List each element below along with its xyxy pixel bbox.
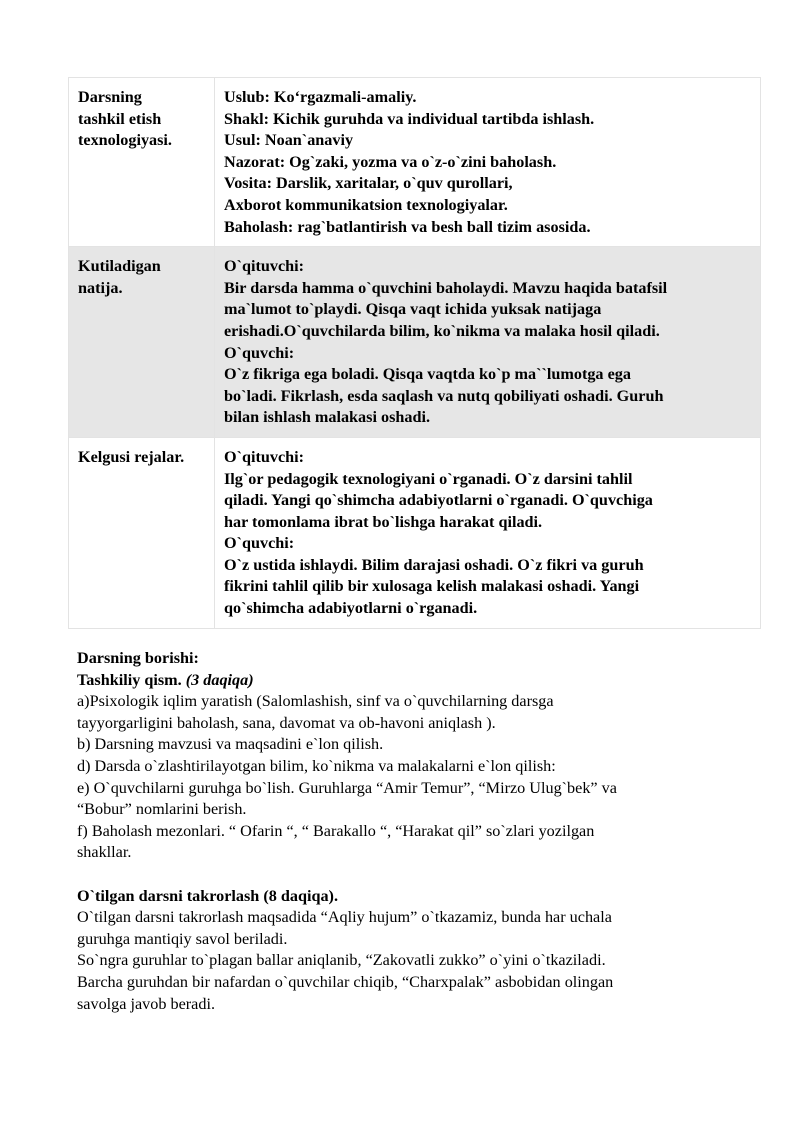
- part2-title: O`tilgan darsni takrorlash (8 daqiqa).: [77, 886, 338, 905]
- label-line: Kelgusi rejalar.: [78, 447, 185, 466]
- paragraph-line: “Bobur” nomlarini berish.: [77, 800, 247, 819]
- paragraph-line: shakllar.: [77, 843, 132, 862]
- paragraph-line: d) Darsda o`zlashtirilayotgan bilim, ko`nikma va malakalarni e`lon qilish:: [77, 756, 556, 775]
- content-line: bo`ladi. Fikrlash, esda saqlash va nutq qobiliyati oshadi. Guruh: [224, 386, 664, 405]
- part1-title: Tashkiliy qism.: [77, 670, 182, 689]
- content-line: qiladi. Yangi qo`shimcha adabiyotlarni o`rganadi. O`quvchiga: [224, 491, 653, 510]
- content-line: har tomonlama ibrat bo`lishga harakat qiladi.: [224, 512, 543, 531]
- row-content: [215, 78, 761, 247]
- label-line: natija.: [78, 278, 123, 297]
- label-line: texnologiyasi.: [78, 131, 172, 150]
- content-line: O`quvchi:: [224, 534, 295, 553]
- label-line: tashkil etish: [78, 109, 162, 128]
- lesson-plan-table: [68, 77, 761, 629]
- paragraph-line: savolga javob beradi.: [77, 994, 215, 1013]
- paragraph-spacer: [77, 864, 737, 886]
- label-line: Kutiladigan: [78, 257, 161, 276]
- content-line: fikrini tahlil qilib bir xulosaga kelish malakasi oshadi. Yangi: [224, 577, 640, 596]
- paragraph-line: a)Psixologik iqlim yaratish (Salomlashish, sinf va o`quvchilarning darsga: [77, 692, 554, 711]
- paragraph-line: O`tilgan darsni takrorlash maqsadida “Aqliy hujum” o`tkazamiz, bunda har uchala: [77, 908, 612, 927]
- section-heading: Darsning borishi:: [77, 649, 199, 667]
- content-line: O`quvchi:: [224, 343, 295, 362]
- row-label: [69, 78, 215, 247]
- content-line: Bir darsda hamma o`quvchini baholaydi. Mavzu haqida batafsil: [224, 278, 668, 297]
- paragraph-line: guruhga mantiqiy savol beriladi.: [77, 929, 288, 948]
- content-line: Shakl: Kichik guruhda va individual tartibda ishlash.: [224, 109, 595, 128]
- lesson-procedure: [77, 648, 737, 1015]
- paragraph-line: tayyorgarligini baholash, sana, davomat va ob-havoni aniqlash ).: [77, 713, 496, 732]
- content-line: O`qituvchi:: [224, 447, 305, 466]
- content-line: O`qituvchi:: [224, 257, 305, 276]
- content-line: Axborot kommunikatsion texnologiyalar.: [224, 195, 508, 214]
- row-content: [215, 247, 761, 438]
- row-label: [69, 437, 215, 628]
- content-line: ma`lumot to`playdi. Qisqa vaqt ichida yuksak natijaga: [224, 300, 602, 319]
- content-line: Uslub: Ko‘rgazmali-amaliy.: [224, 88, 417, 106]
- part1-time: (3 daqiqa): [185, 670, 254, 689]
- paragraph-line: e) O`quvchilarni guruhga bo`lish. Guruhlarga “Amir Temur”, “Mirzo Ulug`bek” va: [77, 778, 617, 797]
- content-line: Usul: Noan`anaviy: [224, 131, 354, 150]
- row-label: [69, 247, 215, 438]
- content-line: erishadi.O`quvchilarda bilim, ko`nikma va malaka hosil qiladi.: [224, 321, 660, 340]
- content-line: Ilg`or pedagogik texnologiyani o`rganadi. O`z darsini tahlil: [224, 469, 633, 488]
- paragraph-line: b) Darsning mavzusi va maqsadini e`lon qilish.: [77, 735, 384, 754]
- content-line: qo`shimcha adabiyotlarni o`rganadi.: [224, 599, 478, 618]
- paragraph-line: f) Baholash mezonlari. “ Ofarin “, “ Barakallo “, “Harakat qil” so`zlari yozilgan: [77, 821, 595, 840]
- table-row-organization: [69, 78, 761, 247]
- content-line: bilan ishlash malakasi oshadi.: [224, 408, 431, 427]
- content-line: O`z fikriga ega boladi. Qisqa vaqtda ko`p ma``lumotga ega: [224, 365, 631, 384]
- content-line: Vosita: Darslik, xaritalar, o`quv qurollari,: [224, 174, 513, 193]
- label-line: Darsning: [78, 88, 142, 106]
- paragraph-line: Barcha guruhdan bir nafardan o`quvchilar chiqib, “Charxpalak” asbobidan olingan: [77, 972, 614, 991]
- part1-title-line: [77, 670, 737, 692]
- row-content: [215, 437, 761, 628]
- content-line: O`z ustida ishlaydi. Bilim darajasi oshadi. O`z fikri va guruh: [224, 555, 644, 574]
- content-line: Nazorat: Og`zaki, yozma va o`z-o`zini baholash.: [224, 152, 557, 171]
- table-row-future-plans: [69, 437, 761, 628]
- paragraph-line: So`ngra guruhlar to`plagan ballar aniqlanib, “Zakovatli zukko” o`yini o`tkaziladi.: [77, 951, 606, 970]
- table-row-expected-result: [69, 247, 761, 438]
- content-line: Baholash: rag`batlantirish va besh ball tizim asosida.: [224, 217, 591, 236]
